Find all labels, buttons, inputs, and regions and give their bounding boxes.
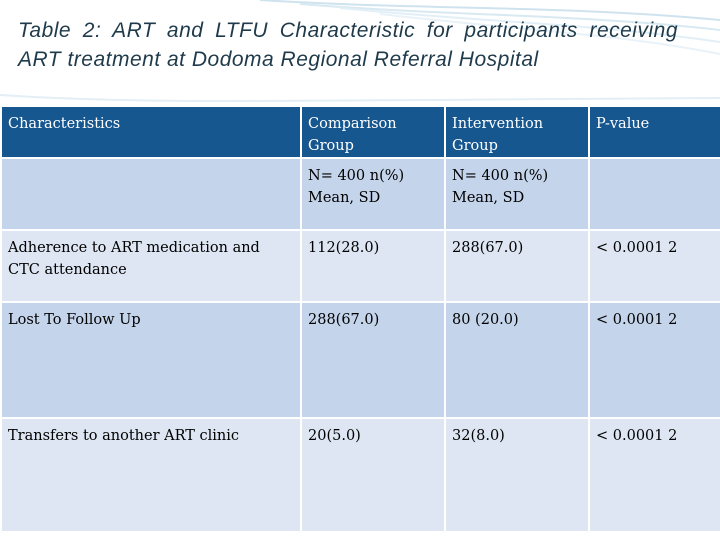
table-cell: < 0.0001 2 [589, 418, 720, 532]
table-cell: < 0.0001 2 [589, 230, 720, 302]
table-cell: 80 (20.0) [445, 302, 589, 418]
table-cell: N= 400 n(%) Mean, SD [445, 158, 589, 230]
column-header: Intervention Group [445, 106, 589, 158]
column-header: Characteristics [1, 106, 301, 158]
table-cell [1, 158, 301, 230]
table-subheader-row [1, 158, 720, 230]
table-cell [589, 158, 720, 230]
table-cell: 112(28.0) [301, 230, 445, 302]
table-cell: Transfers to another ART clinic [1, 418, 301, 532]
table-row [1, 302, 720, 418]
table-cell: Lost To Follow Up [1, 302, 301, 418]
column-header: Comparison Group [301, 106, 445, 158]
table-header-row [1, 106, 720, 158]
table-cell: < 0.0001 2 [589, 302, 720, 418]
table-cell: 20(5.0) [301, 418, 445, 532]
table-row [1, 230, 720, 302]
table-cell: Adherence to ART medication and CTC attendance [1, 230, 301, 302]
data-table [0, 105, 720, 533]
table-cell: N= 400 n(%) Mean, SD [301, 158, 445, 230]
table-cell: 32(8.0) [445, 418, 589, 532]
page-title: Table 2: ART and LTFU Characteristic for participants receiving ART treatment at Dodoma Regional Referral Hospital [18, 19, 678, 71]
table-cell: 288(67.0) [445, 230, 589, 302]
column-header: P-value [589, 106, 720, 158]
table-row [1, 418, 720, 532]
table-cell: 288(67.0) [301, 302, 445, 418]
